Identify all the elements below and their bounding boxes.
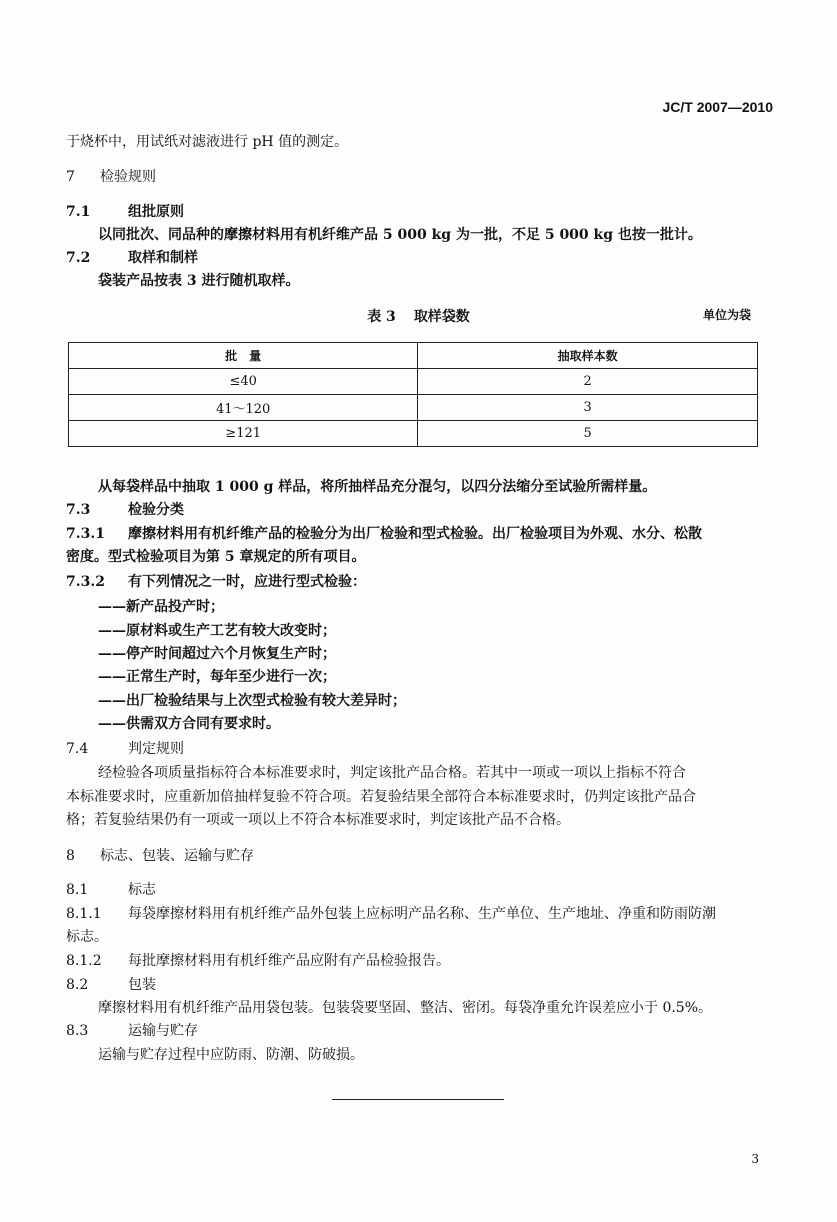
table-row	[69, 369, 758, 395]
section-number: 8.1	[66, 882, 89, 898]
document-id: JC/T 2007—2010	[662, 99, 773, 115]
end-rule	[332, 1099, 504, 1100]
list-item: ——出厂检验结果与上次型式检验有较大差异时；	[98, 693, 406, 709]
section-7-2-heading	[66, 249, 198, 267]
table-row	[69, 395, 758, 421]
section-8-heading	[66, 847, 254, 865]
cell-count: 2	[418, 369, 758, 395]
section-number: 8.1.1	[66, 906, 102, 922]
table-header-row	[69, 343, 758, 369]
section-number: 8	[66, 848, 75, 864]
section-8-3-text: 运输与贮存过程中应防雨、防潮、防破损。	[98, 1047, 364, 1063]
section-text: 每袋摩擦材料用有机纤维产品外包装上应标明产品名称、生产单位、生产地址、净重和防雨防潮	[128, 906, 716, 922]
section-7-4-text-b: 本标准要求时，应重新加倍抽样复验不符合项。若复验结果全部符合本标准要求时，仍判定该批产品合	[66, 789, 696, 805]
section-title: 包装	[128, 977, 156, 993]
list-item: ——正常生产时，每年至少进行一次；	[98, 669, 336, 685]
section-8-1-2-text	[66, 952, 450, 970]
cell-batch: 41～120	[69, 395, 418, 421]
section-7-heading	[66, 168, 156, 186]
section-7-4-text-a: 经检验各项质量指标符合本标准要求时，判定该批产品合格。若其中一项或一项以上指标不符合	[98, 765, 686, 781]
section-text: 每批摩擦材料用有机纤维产品应附有产品检验报告。	[128, 953, 450, 969]
section-title: 检验规则	[100, 169, 156, 185]
section-number: 7.3	[66, 502, 91, 518]
section-8-1-1-text-a	[66, 905, 716, 923]
section-number: 8.2	[66, 977, 89, 993]
paragraph-continuation: 于烧杯中，用试纸对滤液进行 pH 值的测定。	[66, 134, 349, 150]
list-item: ——停产时间超过六个月恢复生产时；	[98, 646, 336, 662]
section-7-3-1-text-a	[66, 525, 702, 543]
section-7-4-text-c: 格；若复验结果仍有一项或一项以上不符合本标准要求时，判定该批产品不合格。	[66, 812, 570, 828]
list-item: ——供需双方合同有要求时。	[98, 716, 280, 732]
page-number: 3	[751, 1152, 759, 1166]
section-number: 7.3.2	[66, 574, 105, 590]
section-title: 标志、包装、运输与贮存	[100, 848, 254, 864]
section-number: 7.3.1	[66, 526, 105, 542]
section-title: 取样和制样	[128, 250, 198, 266]
section-title: 标志	[128, 882, 156, 898]
section-7-4-heading	[66, 740, 184, 758]
list-item: ——原材料或生产工艺有较大改变时；	[98, 623, 336, 639]
section-7-2-text: 袋装产品按表 3 进行随机取样。	[98, 273, 300, 289]
section-number: 7.4	[66, 741, 89, 757]
section-title: 组批原则	[128, 204, 184, 220]
section-8-1-1-text-b: 标志。	[66, 929, 108, 945]
list-item: ——新产品投产时；	[98, 599, 224, 615]
section-title: 判定规则	[128, 741, 184, 757]
cell-count: 5	[418, 421, 758, 447]
section-number: 8.3	[66, 1023, 89, 1039]
sampling-table	[68, 342, 758, 447]
section-number: 7.1	[66, 204, 91, 220]
section-7-3-2-text	[66, 573, 366, 591]
section-7-1-heading	[66, 203, 184, 221]
section-number: 8.1.2	[66, 953, 102, 969]
header-sample-count: 抽取样本数	[418, 343, 758, 369]
cell-batch: ≤40	[69, 369, 418, 395]
section-8-2-text: 摩擦材料用有机纤维产品用袋包装。包装袋要坚固、整洁、密闭。每袋净重允许误差应小于 0.5%。	[98, 1000, 713, 1016]
section-title: 检验分类	[128, 502, 184, 518]
section-8-3-heading	[66, 1022, 198, 1040]
cell-count: 3	[418, 395, 758, 421]
header-batch: 批 量	[69, 343, 418, 369]
section-7-3-heading	[66, 501, 184, 519]
section-number: 7.2	[66, 250, 91, 266]
section-text: 摩擦材料用有机纤维产品的检验分为出厂检验和型式检验。出厂检验项目为外观、水分、松散	[128, 526, 702, 542]
section-8-1-heading	[66, 881, 156, 899]
section-7-3-1-text-b: 密度。型式检验项目为第 5 章规定的所有项目。	[66, 549, 366, 565]
section-title: 运输与贮存	[128, 1023, 198, 1039]
table-caption-number: 表 3	[367, 309, 396, 325]
section-7-1-text: 以同批次、同品种的摩擦材料用有机纤维产品 5 000 kg 为一批，不足 5 000 kg 也按一批计。	[98, 227, 702, 243]
section-8-2-heading	[66, 976, 156, 994]
cell-batch: ≥121	[69, 421, 418, 447]
table-row	[69, 421, 758, 447]
table-unit: 单位为袋	[702, 308, 751, 322]
section-text: 有下列情况之一时，应进行型式检验：	[128, 574, 366, 590]
table-caption-title: 取样袋数	[413, 309, 470, 325]
after-table-text: 从每袋样品中抽取 1 000 g 样品，将所抽样品充分混匀，以四分法缩分至试验所需样量。	[98, 479, 657, 495]
section-number: 7	[66, 169, 75, 185]
